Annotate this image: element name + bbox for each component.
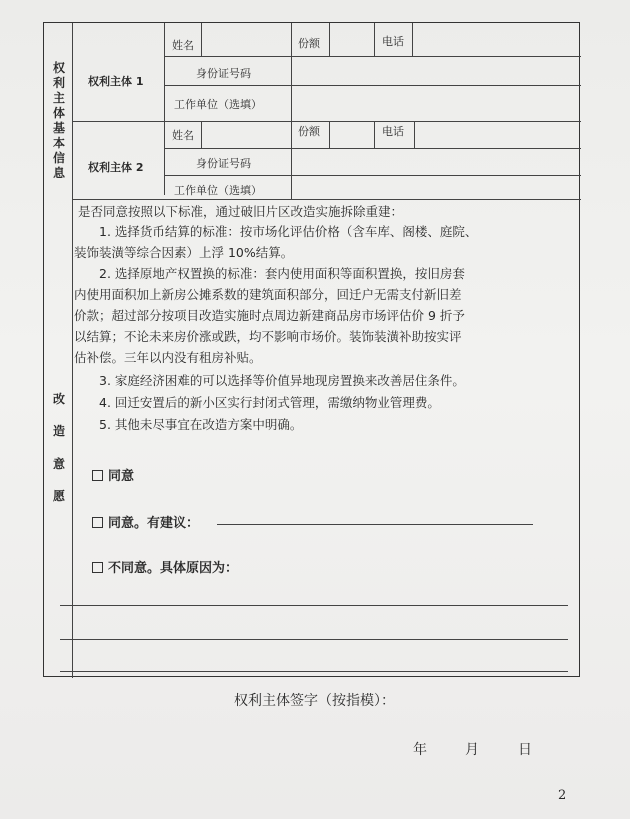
subject1-id-field[interactable] [292, 57, 578, 84]
subject1-phone-field[interactable] [413, 25, 578, 55]
subject2-work-field[interactable] [292, 176, 578, 198]
subject2-id-field[interactable] [292, 149, 578, 174]
form-table [43, 22, 580, 677]
agree-suggest-label: 同意。有建议： [108, 516, 200, 531]
subject1-share-label: 份额 [298, 37, 320, 50]
agree-label: 同意 [108, 469, 135, 484]
willing-line-10: 5. 其他未尽事宜在改造方案中明确。 [74, 417, 303, 432]
subject2-share-label: 份额 [298, 125, 320, 138]
subject2-name-field[interactable] [202, 122, 290, 147]
willing-line-2: 装饰装潢等综合因素）上浮 10%结算。 [74, 245, 294, 260]
reason-line-2[interactable] [60, 639, 568, 640]
reason-line-1[interactable] [60, 605, 568, 606]
subject2-phone-label: 电话 [382, 125, 404, 138]
date-day: 日 [518, 742, 532, 758]
date-month: 月 [465, 742, 479, 758]
willing-line-4: 内使用面积加上新房公摊系数的建筑面积部分，回迁户无需支付新旧差 [74, 287, 462, 302]
option-agree-suggest[interactable] [92, 512, 199, 531]
subject2-name-label: 姓名 [172, 129, 194, 142]
willing-line-1: 1. 选择货币结算的标准：按市场化评估价格（含车库、阁楼、庭院、 [74, 224, 478, 239]
option-agree[interactable] [92, 465, 134, 484]
agree-checkbox[interactable] [92, 470, 103, 481]
subject2-id-label: 身份证号码 [196, 157, 251, 170]
info-section-label: 权 利 主 体 基 本 信 息 [52, 61, 65, 180]
willing-line-8: 3. 家庭经济困难的可以选择等价值异地现房置换来改善居住条件。 [74, 373, 465, 388]
disagree-label: 不同意。具体原因为： [108, 561, 239, 576]
option-disagree[interactable] [92, 557, 238, 576]
willing-line-5: 价款；超过部分按项目改造实施时点周边新建商品房市场评估价 9 折予 [74, 308, 465, 323]
subject2-label: 权利主体 2 [88, 161, 144, 174]
subject1-work-label: 工作单位（选填） [174, 98, 262, 111]
subject1-share-field[interactable] [330, 25, 373, 55]
subject1-label: 权利主体 1 [88, 75, 144, 88]
willing-line-9: 4. 回迁安置后的新小区实行封闭式管理，需缴纳物业管理费。 [74, 395, 440, 410]
subject2-phone-field[interactable] [415, 122, 578, 147]
willing-intro: 是否同意按照以下标准，通过破旧片区改造实施拆除重建： [78, 204, 404, 219]
signature-label: 权利主体签字（按指模）： [234, 693, 395, 709]
subject2-share-field[interactable] [330, 122, 373, 147]
agree-suggest-checkbox[interactable] [92, 517, 103, 528]
disagree-checkbox[interactable] [92, 562, 103, 573]
suggest-line[interactable] [217, 524, 533, 525]
subject2-work-label: 工作单位（选填） [174, 184, 262, 197]
subject1-id-label: 身份证号码 [196, 67, 251, 80]
willing-section-label: 改 造 意 愿 [52, 392, 65, 504]
subject1-name-field[interactable] [202, 25, 290, 55]
subject1-phone-label: 电话 [382, 35, 404, 48]
subject1-work-field[interactable] [292, 86, 578, 120]
date-year: 年 [413, 742, 427, 758]
page-number: 2 [558, 788, 567, 803]
willing-line-6: 以结算；不论未来房价涨或跌，均不影响市场价。装饰装潢补助按实评 [74, 329, 462, 344]
reason-line-3[interactable] [60, 671, 568, 672]
willing-line-3: 2. 选择原地产权置换的标准：套内使用面积等面积置换，按旧房套 [74, 266, 465, 281]
willing-line-7: 估补偿。三年以内没有租房补贴。 [74, 350, 262, 365]
subject1-name-label: 姓名 [172, 39, 194, 52]
